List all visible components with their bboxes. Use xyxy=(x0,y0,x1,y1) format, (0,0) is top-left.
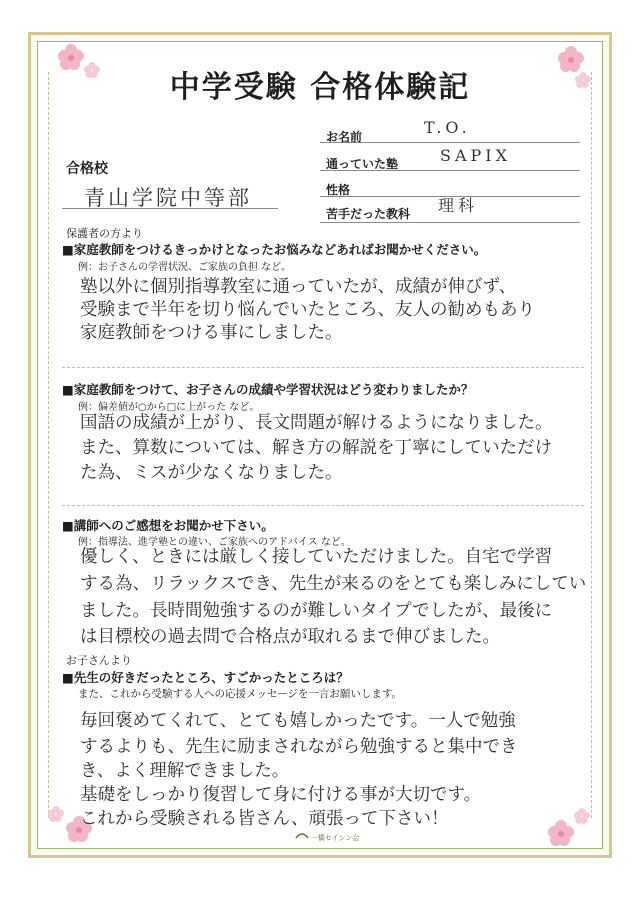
q3-example: 例：指導法、進学塾との違い、ご家族へのアドバイス など。 xyxy=(78,537,351,548)
q3-answer-line: ました。長時間勉強するのが難しいタイプでしたが、最後に xyxy=(80,601,553,621)
vine-left xyxy=(48,72,55,818)
flower-icon xyxy=(48,806,64,822)
q4-title: ■先生の好きだったところ、すごかったところは？ xyxy=(62,670,349,685)
school-label: 通っていた塾 xyxy=(326,157,399,171)
weak-subject-value: 理科 xyxy=(438,196,479,215)
q4-answer-line: 基礎をしっかり復習して身に付ける事が大切です。 xyxy=(80,785,482,805)
name-label: お名前 xyxy=(326,130,363,144)
page-title: 中学受験 合格体験記 xyxy=(169,70,471,105)
company-logo xyxy=(282,830,372,843)
q3-answer-line: は目標校の過去問で合格点が取れるまで伸びました。 xyxy=(80,627,500,647)
q4-answer-line: 毎回褒めてくれて、とても嬉しかったです。一人で勉強 xyxy=(80,711,516,731)
q4-answer-line: するよりも、先生に励まされながら勉強すると集中でき xyxy=(80,737,518,757)
q3-answer-line: 優しく、ときには厳しく接していただけました。自宅で学習 xyxy=(80,547,553,567)
q2-example: 例：偏差値が○から□に上がった など。 xyxy=(78,402,260,413)
q4-answer-line: き、よく理解できました。 xyxy=(80,761,290,781)
q1-answer-line: 塾以外に個別指導教室に通っていたが、成績が伸びず、 xyxy=(80,277,517,297)
school-value: SAPIX xyxy=(440,146,511,165)
name-value: T.O. xyxy=(424,118,471,137)
q1-title: ■家庭教師をつけるきっかけとなったお悩みなどあればお聞かせください。 xyxy=(62,242,487,257)
q2-title: ■家庭教師をつけて、お子さんの成績や学習状況はどう変わりましたか？ xyxy=(62,382,474,397)
divider xyxy=(62,505,584,506)
company-name: 一橋セイシン会 xyxy=(310,834,360,842)
q2-answer-line: 国語の成績が上がり、長文問題が解けるようになりました。 xyxy=(80,413,553,433)
guardian-label: 保護者の方より xyxy=(66,227,143,240)
q1-answer-line: 受験まで半年を切り悩んでいたところ、友人の勧めもあり xyxy=(80,300,535,320)
gender-label: 性格 xyxy=(326,183,351,197)
pass-school-value: 青山学院中等部 xyxy=(84,186,252,210)
q3-answer-line: する為、リラックスでき、先生が来るのをとても楽しみにしてい xyxy=(80,574,587,594)
pass-school-label: 合格校 xyxy=(66,161,108,177)
divider xyxy=(62,367,584,368)
q4-example: また、これから受験する人への応援メッセージを一言お願いします。 xyxy=(78,688,403,700)
logo-mark-icon xyxy=(295,830,309,840)
weak-subject-label: 苦手だった教科 xyxy=(326,207,411,221)
pass-school-line xyxy=(62,208,278,209)
q2-answer-line: また、算数については、解き方の解説を丁寧にしていただけ xyxy=(80,438,553,458)
q3-title: ■講師へのご感想をお聞かせ下さい。 xyxy=(62,518,274,533)
child-label: お子さんより xyxy=(66,654,132,667)
q2-answer-line: た為、ミスが少なくなりました。 xyxy=(80,463,343,483)
q1-example: 例：お子さんの学習状況、ご家族の負担 など。 xyxy=(78,262,292,273)
q4-answer-line: これから受験される皆さん、頑張って下さい！ xyxy=(80,809,449,829)
q1-answer-line: 家庭教師をつける事にしました。 xyxy=(80,323,343,343)
